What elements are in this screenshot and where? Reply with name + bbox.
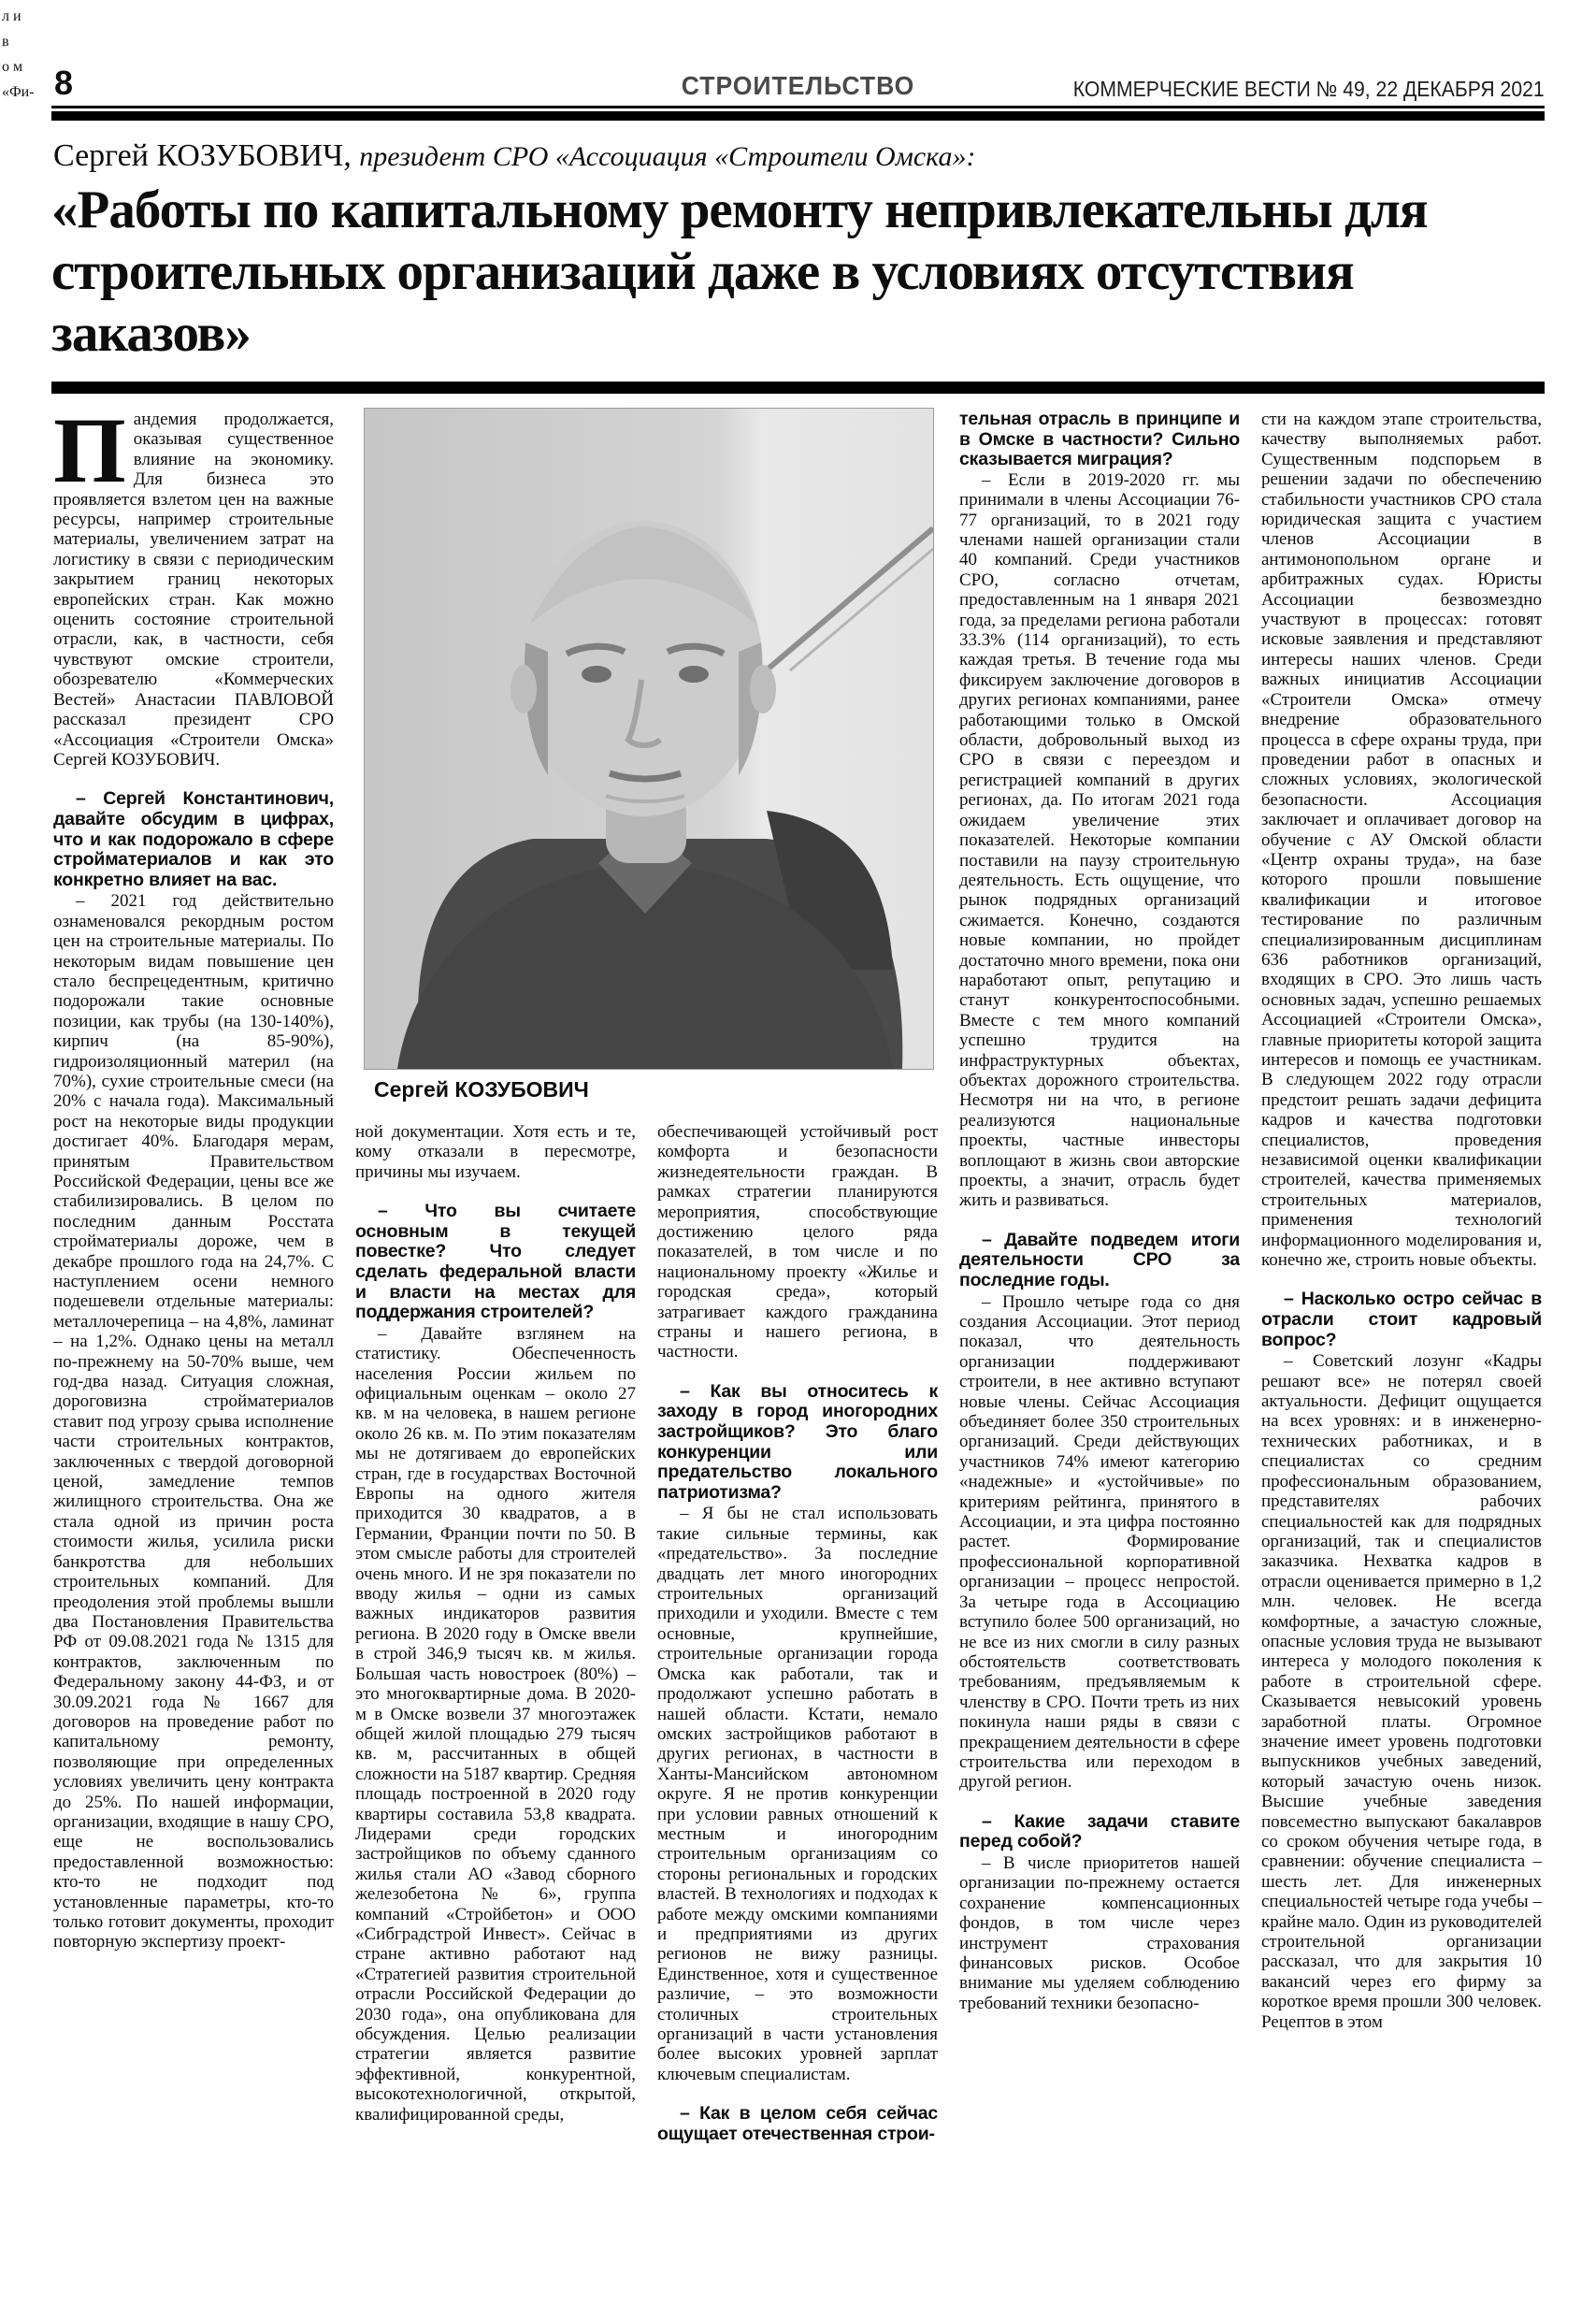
question-heading: – Что вы считаете основным в текущей повестке? Что следует сделать федеральной власти и власти на местах для поддержания строителей?: [355, 1201, 636, 1323]
kicker-byline: [53, 138, 975, 174]
headline: «Работы по капитальному ремонту непривлекательны для строительных организаций даже в условиях отсутствия заказов»: [51, 180, 1428, 363]
section-title: СТРОИТЕЛЬСТВО: [681, 71, 915, 100]
question-heading-continued: тельная отрасль в принципе и в Омске в частности? Сильно сказывается миграция?: [959, 410, 1240, 470]
question-heading: – Давайте подведем итоги деятельности СРО за последние годы.: [959, 1229, 1240, 1290]
photo-spacer: [657, 410, 938, 1122]
header-rule-thin: [51, 106, 1545, 108]
column-5: [1261, 410, 1542, 2228]
article-body: [53, 410, 1545, 2228]
question-heading: – Сергей Константинович, давайте обсудим в цифрах, что и как подорожало в сфере стройматериалов и как это конкретно влияет на вас.: [53, 788, 334, 890]
paragraph-continued: сти на каждом этапе строительства, качеству выполняемых работ. Существенным подспорьем в решении задачи по обеспечению стабильности участников СРО стала юридическая защита с участием членов Ассоциации в антимонопольном органе и арбитражных судах. Юристы Ассоциации безвозмездно участвуют в процессах: готовят исковые заявления и представляют интересы наших членов. Среди важных инициатив Ассоциации «Строители Омска» отмечу внедрение образовательного процесса в сфере охраны труда, при проведении работ в опасных и сложных условиях, экологической безопасности. Ассоциация заключает и оплачивает договор на обучение с АУ Омской области «Центр охраны труда», на базе которого прошли повышение квалификации и итоговое тестирование по различным специализированным дисциплинам 636 работников организаций, входящих в СРО. Это лишь часть основных задач, успешно решаемых Ассоциацией «Строители Омска», главные приоритеты которой защита интересов и помощь ее участникам. В следующем 2022 году отрасли предстоит решать задачи дефицита кадров и качества подготовки специалистов, проведения независимой оценки квалификации строителей, качества применяемых строительных материалов, применения технологий информационного моделирования и, конечно же, строить новые объекты.: [1261, 410, 1542, 1271]
fold-margin-line: «Фи-: [2, 84, 35, 100]
answer-paragraph: – Если в 2019-2020 гг. мы принимали в члены Ассоциации 76-77 организаций, то в 2021 году членами нашей организации стали 40 компаний. Среди участников СРО, согласно отчетам, предоставленным на 1 января 2021 года, за пределами региона работали 33.3% (114 организаций), то есть каждая третья. В течение года мы фиксируем заключение договоров в других регионах компаниями, ранее работающими только в Омской области, добровольный выход из СРО в связи с переездом и регистрацией компаний в других регионах, да. По итогам 2021 года ожидаем увеличение этих показателей. Некоторые компании поставили на паузу строительную деятельность. Есть ощущение, что рынок подрядных организаций сжимается. Конечно, создаются новые компании, но пройдет достаточно много времени, пока они наработают опыт, репутацию и станут конкурентоспособными. Вместе с тем много компаний успешно трудится на инфраструктурных объектах, объектах дорожного строительства. Несмотря ни на что, в регионе реализуются национальные проекты, частные инвесторы воплощают в жизнь свои авторские проекты, а значит, отрасль будет жить и развиваться.: [959, 469, 1240, 1211]
question-heading: – Как вы относитесь к заходу в город иногородних застройщиков? Это благо конкуренции или предательство локального патриотизма?: [657, 1380, 938, 1503]
issue-date-line: КОММЕРЧЕСКИЕ ВЕСТИ № 49, 22 ДЕКАБРЯ 2021: [1073, 77, 1545, 101]
kicker-name: Сергей КОЗУБОВИЧ,: [53, 138, 360, 173]
paragraph-continued: ной документации. Хотя есть и те, кому отказали в пересмотре, причины мы изучаем.: [355, 1122, 636, 1182]
column-4: [959, 410, 1240, 2228]
question-heading: – Как в целом себя сейчас ощущает отечественная строи-: [657, 2103, 938, 2144]
answer-paragraph: – Советский лозунг «Кадры решают все» не потерял своей актуальности. Дефицит ощущается на всех уровнях: и в инженерно-технических работниках, и в специалистах со средним профессиональным образованием, представителях рабочих специальностей как для подрядных организаций, так и специалистов заказчика. Нехватка кадров в отрасли оценивается примерно в 1,2 млн. человек. Не всегда комфортные, а зачастую сложные, опасные условия труда не вызывают интереса у молодого поколения к работе в строительной сфере. Сказывается невысокий уровень заработной платы. Огромное значение имеет уровень подготовки выпускников учебных заведений, который зачастую очень низок. Высшие учебные заведения повсеместно выпускают бакалавров со сроком обучения четыре года, в сравнении: обучение специалиста – шесть лет. Для инженерных специальностей четыре года учебы – крайне мало. Один из руководителей строительной организации рассказал, что для закрытия 10 вакансий через его фирму за короткое время прошли 300 человек. Рецептов в этом: [1261, 1351, 1542, 2032]
headline-rule: [51, 382, 1545, 394]
answer-paragraph: – 2021 год действительно ознаменовался рекордным ростом цен на строительные материалы. По некоторым видам повышение цен стало беспрецедентным, критично подорожали такие основные позиции, как трубы (на 130-140%), кирпич (на 85-90%), гидроизоляционный материл (на 70%), сухие строительные смеси (на 20% с начала года). Максимальный рост на некоторые виды продукции достигает 40%. Благодаря мерам, принятым Правительством Российской Федерации, цены все же стабилизировались. В целом по последним данным Росстата стройматериалы дороже, чем в декабре прошлого года на 24,7%. С наступлением осени немного подешевели отдельные материалы: металлочерепица – на 4,8%, ламинат – на 1,2%. Однако цены на металл по-прежнему на 50-70% выше, чем год-два назад. Ситуация сложная, дороговизна стройматериалов ставит под угрозу срыва исполнение части строительных контрактов, заключенных с твердой договорной ценой, замедление темпов жилищного строительства. Она же стала одной из причин роста стоимости жилья, усилила риски банкротства для небольших строительных компаний. Для преодоления этой проблемы вышли два Постановления Правительства РФ от 09.08.2021 года № 1315 для контрактов, заключенным по Федеральному закону 44-ФЗ, и от 30.09.2021 года № 1667 для договоров на проведение работ по капитальному ремонту, позволяющие при определенных условиях увеличить цену контракта до 25%. По нашей информации, организации, входящие в нашу СРО, еще не воспользовались предоставленной возможностью: кто-то не подходит под установленные параметры, кто-то только готовит документы, проходит повторную экспертизу проект-: [53, 891, 334, 1953]
photo-spacer: [355, 410, 636, 1122]
question-heading: – Насколько остро сейчас в отрасли стоит кадровый вопрос?: [1261, 1289, 1542, 1350]
page-number: 8: [54, 64, 74, 102]
answer-paragraph: – Я бы не стал использовать такие сильные термины, как «предательство». За последние двадцать лет много иногородних строительных организаций приходили и уходили. Вместе с тем основные, крупнейшие, строительные организации города Омска как работали, так и продолжают успешно работать в нашей области. Кстати, немало омских застройщиков работают в других регионах, в частности в Ханты-Мансийском автономном округе. Я не против конкуренции при условии равных отношений к местным и иногородним строительным организациям со стороны региональных и городских властей. В технологиях и подходах к работе между омскими компаниями и предприятиями из других регионов не вижу разницы. Единственное, хотя и существенное различие, – это возможности столичных строительных организаций в части установления более высоких уровней зарплат ключевым специалистам.: [657, 1504, 938, 2084]
answer-paragraph: – В числе приоритетов нашей организации по-прежнему остается сохранение компенсационных фондов, в том числе через инструмент страхования финансовых рисков. Особое внимание мы уделяем соблюдению требований техники безопасно-: [959, 1852, 1240, 2013]
fold-margin-line: в: [2, 34, 9, 50]
answer-paragraph: – Прошло четыре года со дня создания Ассоциации. Этот период показал, что деятельность организации поддерживают строители, в нее активно вступают новые члены. Сейчас Ассоциация объединяет более 350 строительных организаций. Среди действующих участников 74% имеют категорию «надежные» и «устойчивые» по критериям рейтинга, принятого в Ассоциации, и эта цифра постоянно растет. Формирование профессиональной корпоративной организации – процесс непростой. За четыре года в Ассоциацию вступило более 500 организаций, но не все из них смогли в силу разных обстоятельств соответствовать требованиям, предъявляемым к членству в СРО. Почти треть из них покинула наши ряды в связи с прекращением деятельности в сфере строительства или переходом в другой регион.: [959, 1291, 1240, 1793]
column-2: [355, 410, 636, 2228]
header-rule-thick: [51, 111, 1545, 121]
drop-cap: П: [53, 410, 126, 502]
photo-caption: Сергей КОЗУБОВИЧ: [374, 1077, 589, 1102]
column-1: [53, 410, 334, 2228]
question-heading: – Какие задачи ставите перед собой?: [959, 1810, 1240, 1852]
fold-margin-line: л и: [2, 8, 22, 24]
fold-margin-line: о м: [2, 59, 23, 75]
kicker-role: президент СРО «Ассоциация «Строители Омска»:: [359, 141, 976, 172]
column-3: [657, 410, 938, 2228]
paragraph-continued: обеспечивающей устойчивый рост комфорта и безопасности жизнедеятельности граждан. В рамках стратегии планируются мероприятия, способствующие достижению целого ряда показателей, в том числе и по национальному проекту «Жилье и городская среда», который затрагивает каждого гражданина страны и нашего региона, в частности.: [657, 1122, 938, 1362]
lead-paragraph: Пандемия продолжается, оказывая существенное влияние на экономику. Для бизнеса это проявляется взлетом цен на важные ресурсы, например строительные материалы, увеличением затрат на логистику в связи с периодическим закрытием границ некоторых европейских стран. Как можно оценить состояние строительной отрасли, как, в частности, себя чувствуют омские строители, обозревателю «Коммерческих Вестей» Анастасии ПАВЛОВОЙ рассказал президент СРО «Ассоциация «Строители Омска» Сергей КОЗУБОВИЧ.: [53, 410, 334, 770]
fold-margin-text: [2, 4, 39, 105]
answer-paragraph: – Давайте взглянем на статистику. Обеспеченность населения России жильем по официальным оценкам – около 27 кв. м на человека, в нашем регионе около 26 кв. м. По этим показателям мы не дотягиваем до европейских стран, где в государствах Восточной Европы на одного жителя приходится 30 квадратов, а в Германии, Франции почти по 50. В этом смысле работы для строителей очень много. И не зря показатели по вводу жилья – одни из самых важных индикаторов развития региона. В 2020 году в Омске ввели в строй 346,9 тысяч кв. м жилья. Большая часть новостроек (80%) – это многоквартирные дома. В 2020-м в Омске возвели 37 многоэтажек общей жилой площадью 279 тысяч кв. м, рассчитанных в общей сложности на 5187 квартир. Средняя площадь построенной в 2020 году квартиры составила 53,8 квадрата. Лидерами среди городских застройщиков по объему сданного жилья стали АО «Завод сборного железобетона № 6», группа компаний «Стройбетон» и ООО «Сибградстрой Инвест». Сейчас в стране активно работают над «Стратегией развития строительной отрасли Российской Федерации до 2030 года», она опубликована для обсуждения. Целью реализации стратегии является развитие эффективной, конкурентной, высокотехнологичной, открытой, квалифицированной среды,: [355, 1323, 636, 2125]
